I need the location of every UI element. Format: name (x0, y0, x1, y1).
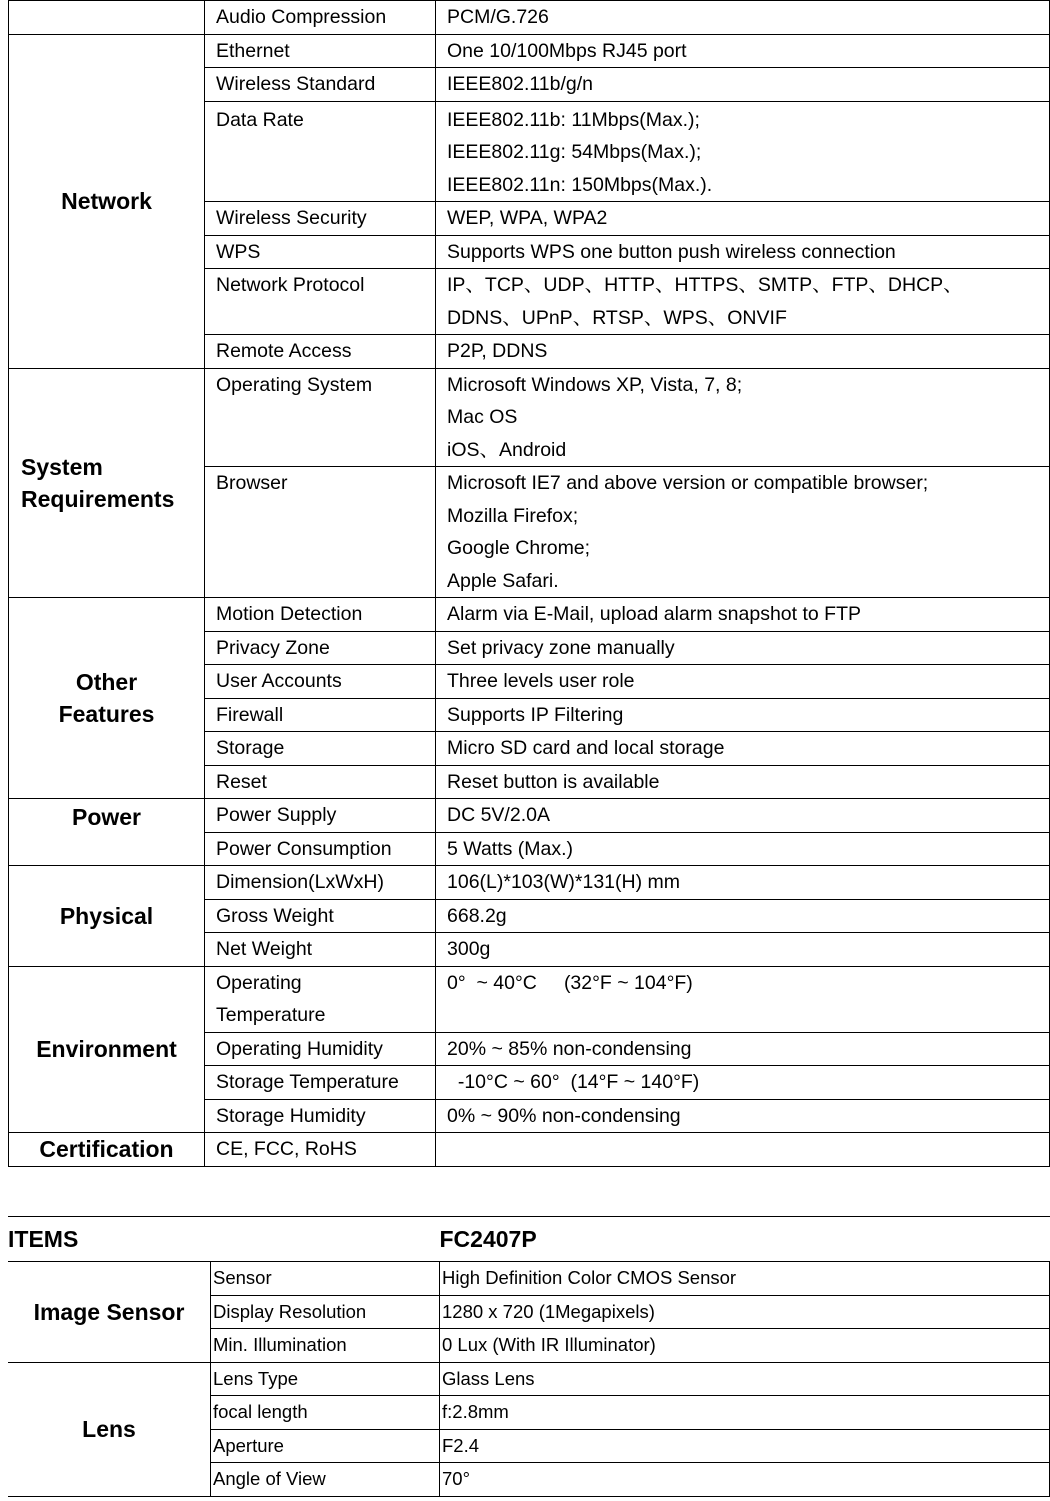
spec-value: CE, FCC, RoHS (205, 1133, 436, 1167)
spec-value: Set privacy zone manually (436, 631, 1050, 665)
spec-value: Alarm via E-Mail, upload alarm snapshot to FTP (436, 598, 1050, 632)
table-row (8, 1262, 1050, 1296)
spec-name: Wireless Security (205, 202, 436, 236)
category-environment: Environment (9, 966, 205, 1133)
spec-value: Supports IP Filtering (436, 698, 1050, 732)
spec-name: Storage (205, 732, 436, 766)
spec-name: Storage Humidity (205, 1099, 436, 1133)
table-row (9, 966, 1050, 1032)
item-name: Aperture (211, 1429, 440, 1463)
table-row (9, 368, 1050, 467)
spec-name: Audio Compression (205, 1, 436, 35)
item-value: Glass Lens (440, 1362, 1050, 1396)
spec-name: WPS (205, 235, 436, 269)
item-name: Min. Illumination (211, 1329, 440, 1363)
spec-value: Supports WPS one button push wireless connection (436, 235, 1050, 269)
spec-value: P2P, DDNS (436, 335, 1050, 369)
category-image-sensor: Image Sensor (8, 1262, 211, 1363)
items-header: ITEMS (8, 1217, 440, 1262)
value-line: Apple Safari. (447, 569, 559, 592)
value-line: Mozilla Firefox; (447, 504, 579, 527)
category-certification: Certification (9, 1133, 205, 1167)
spec-value (436, 101, 1050, 202)
category-lens: Lens (8, 1362, 211, 1496)
value-line: IEEE802.11n: 150Mbps(Max.). (447, 173, 713, 196)
table-row (9, 866, 1050, 900)
spec-name: Data Rate (205, 101, 436, 202)
spec-name: Network Protocol (205, 269, 436, 335)
spec-name: Power Consumption (205, 832, 436, 866)
value-line: DDNS、UPnP、RTSP、WPS、ONVIF (447, 306, 787, 329)
spec-value: Reset button is available (436, 765, 1050, 799)
spec-value: 300g (436, 933, 1050, 967)
spec-name: Net Weight (205, 933, 436, 967)
item-name: Lens Type (211, 1362, 440, 1396)
value-line: iOS、Android (447, 438, 567, 461)
category-other-features (9, 598, 205, 799)
spec-value: -10°C ~ 60° (14°F ~ 140°F) (436, 1066, 1050, 1100)
spec-name: Privacy Zone (205, 631, 436, 665)
spec-value (436, 368, 1050, 467)
empty-cell (436, 1133, 1050, 1167)
table-row (9, 1, 1050, 35)
category-physical: Physical (9, 866, 205, 967)
spec-name (205, 966, 436, 1032)
category-line: Requirements (21, 485, 175, 512)
spec-value: 20% ~ 85% non-condensing (436, 1032, 1050, 1066)
spec-name: Browser (205, 467, 436, 598)
item-value: 0 Lux (With IR Illuminator) (440, 1329, 1050, 1363)
value-line: IEEE802.11g: 54Mbps(Max.); (447, 141, 702, 163)
category-line: Other (75, 669, 138, 695)
spec-name: Dimension(LxWxH) (205, 866, 436, 900)
spec-name: Wireless Standard (205, 68, 436, 102)
spec-table (8, 0, 1050, 1167)
spec-value: One 10/100Mbps RJ45 port (436, 34, 1050, 68)
spec-value: 668.2g (436, 899, 1050, 933)
value-line: Microsoft IE7 and above version or compatible browser; (447, 472, 929, 494)
item-value: 1280 x 720 (1Megapixels) (440, 1295, 1050, 1329)
spec-value: 106(L)*103(W)*131(H) mm (436, 866, 1050, 900)
spec-name: Operating Humidity (205, 1032, 436, 1066)
spec-name: Motion Detection (205, 598, 436, 632)
header-row (8, 1217, 1050, 1262)
spec-value: WEP, WPA, WPA2 (436, 202, 1050, 236)
category-line: Features (58, 701, 155, 727)
spec-value: IEEE802.11b/g/n (436, 68, 1050, 102)
item-value: High Definition Color CMOS Sensor (440, 1262, 1050, 1296)
spec-value: PCM/G.726 (436, 1, 1050, 35)
table-row (9, 598, 1050, 632)
spec-value: 0° ~ 40°C (32°F ~ 104°F) (436, 966, 1050, 1032)
item-value: F2.4 (440, 1429, 1050, 1463)
spec-name: Firewall (205, 698, 436, 732)
item-name: Display Resolution (211, 1295, 440, 1329)
spec-name: Ethernet (205, 34, 436, 68)
spec-name: Remote Access (205, 335, 436, 369)
value-line: Microsoft Windows XP, Vista, 7, 8; (447, 373, 743, 396)
name-line: Operating (216, 971, 302, 994)
item-name: focal length (211, 1396, 440, 1430)
spec-name: Power Supply (205, 799, 436, 833)
table-row (9, 34, 1050, 68)
spec-value: Micro SD card and local storage (436, 732, 1050, 766)
spec-name: Gross Weight (205, 899, 436, 933)
spec-name: Reset (205, 765, 436, 799)
category-system-requirements (9, 368, 205, 598)
value-line: Mac OS (447, 406, 518, 428)
spec-value: DC 5V/2.0A (436, 799, 1050, 833)
item-value: 70° (440, 1463, 1050, 1497)
name-line: Temperature (216, 1004, 326, 1026)
spec-value (436, 467, 1050, 598)
item-name: Sensor (211, 1262, 440, 1296)
spec-value: 0% ~ 90% non-condensing (436, 1099, 1050, 1133)
items-table (8, 1216, 1050, 1497)
spec-name: Operating System (205, 368, 436, 467)
spec-value: Three levels user role (436, 665, 1050, 699)
category-line: System (21, 453, 103, 480)
value-line: Google Chrome; (447, 537, 591, 559)
table-row (8, 1362, 1050, 1396)
spec-name: Storage Temperature (205, 1066, 436, 1100)
value-line: IP、TCP、UDP、HTTP、HTTPS、SMTP、FTP、DHCP、 (447, 274, 963, 296)
spec-value (436, 269, 1050, 335)
category-power: Power (9, 799, 205, 866)
empty-category-cell (9, 1, 205, 35)
model-header: FC2407P (440, 1217, 1050, 1262)
category-network: Network (9, 34, 205, 368)
table-row (9, 799, 1050, 833)
table-row (9, 1133, 1050, 1167)
spec-name: User Accounts (205, 665, 436, 699)
item-value: f:2.8mm (440, 1396, 1050, 1430)
item-name: Angle of View (211, 1463, 440, 1497)
spec-value: 5 Watts (Max.) (436, 832, 1050, 866)
value-line: IEEE802.11b: 11Mbps(Max.); (447, 108, 700, 131)
